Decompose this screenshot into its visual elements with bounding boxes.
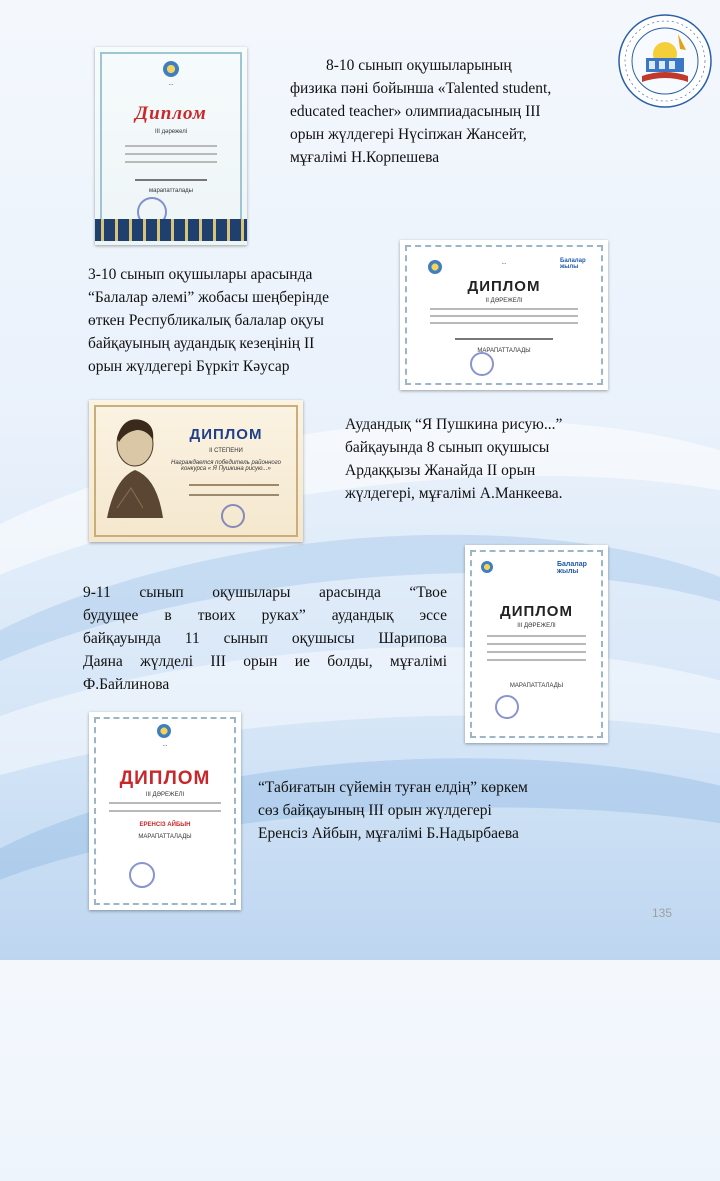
diploma-image-5: ... ДИПЛОМ ІІІ ДӘРЕЖЕЛІ ЕРЕНСІЗ АЙБЫН МАРАПАТТАЛАДЫ [89,712,241,910]
entry-4-text: 9-11 сынып оқушылары арасында “Твое будущее в твоих руках” аудандық эссе байқауында 11 сынып оқушысы Шарипова Даяна жүлделі ІІІ орын ие болды, мұғалімі Ф.Байлинова [83,584,447,693]
diploma-title: Диплом [135,103,207,124]
entry-5-text: “Табиғатын сүйемін туған елдің” көркем сөз байқауының ІІІ орын жүлдегері Еренсіз Айбын, мұғалімі Б.Надырбаева [258,779,528,842]
entry-2-text: 3-10 сынып оқушылары арасында “Балалар әлемі” жобасы шеңберінде өткен Республикалық балалар оқуы байқауының аудандық кезеңінің ІІ орын жүлдегері Бүркіт Кәусар [88,266,329,375]
entry-3-text: Аудандық “Я Пушкина рисую...” байқауында 8 сынып оқушысы Ардаққызы Жанайда ІІ орын жүлдегері, мұғалімі А.Манкеева. [345,416,563,502]
entry-1-text: 8-10 сынып оқушыларының физика пәні бойынша «Talented student, educated teacher» олимпиадасының ІІІ орын жүлдегері Нүсіпжан Жансейт, мұғалімі Н.Корпешева [290,57,552,166]
diploma-image-2: ... Балалар жылы ДИПЛОМ ІІ ДӘРЕЖЕЛІ МАРАПАТТАЛАДЫ [400,240,608,390]
diploma-image-3: ДИПЛОМ II СТЕПЕНИ Награждается победитель районного конкурса « Я Пушкина рисую...» [89,400,303,542]
school-logo [618,14,712,108]
page-number: 135 [652,906,673,920]
diploma-image-4: Балалар жылы ДИПЛОМ ІІІ ДӘРЕЖЕЛІ МАРАПАТТАЛАДЫ [465,545,608,743]
diploma-image-1: ... Диплом ІІІ дәрежелі марапатталады [95,47,247,245]
balalar-brand: Балалар жылы [560,258,586,270]
